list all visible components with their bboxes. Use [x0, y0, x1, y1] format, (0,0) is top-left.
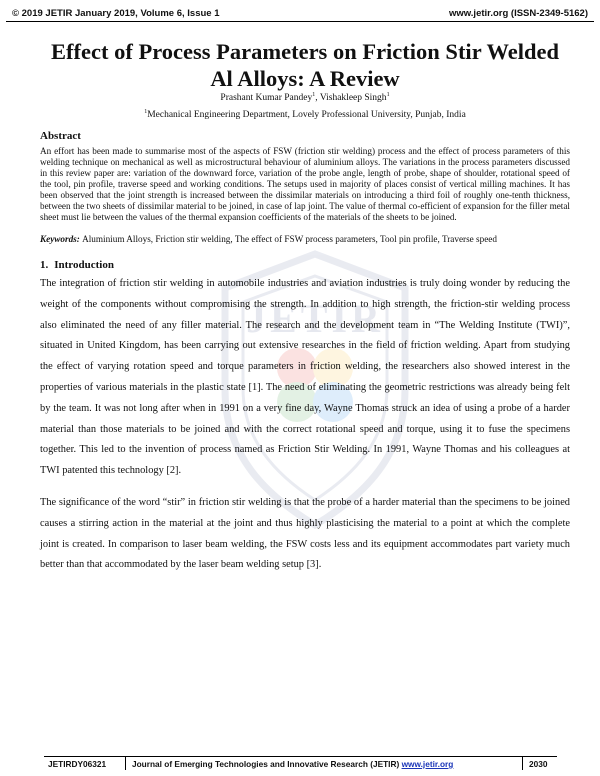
footer-divider: [44, 756, 557, 757]
author-separator: ,: [315, 93, 320, 103]
keywords-text: Aluminium Alloys, Friction stir welding, The effect of FSW process parameters, Tool pin profile, Traverse speed: [82, 234, 497, 244]
watermark-text: JETIR: [246, 296, 384, 341]
article: [40, 38, 570, 576]
footer-website-link[interactable]: www.jetir.org: [401, 759, 454, 769]
intro-paragraph-2: The significance of the word “stir” in friction stir welding is that the probe of a harder material than the specimens to be joined causes a stirring action in the material at the joint and thus highly plasticising the material to a point at which the complete joint is created. In comparison to laser beam welding, the FSW costs less and its equipment accommodates part variety much better than that accommodated by the laser beam welding setup [3].: [40, 496, 570, 571]
header-website-issn: www.jetir.org (ISSN-2349-5162): [448, 8, 588, 19]
header-copyright: © 2019 JETIR January 2019, Volume 6, Issue 1: [12, 8, 220, 19]
footer-separator: [522, 756, 523, 770]
abstract-text: An effort has been made to summarise most of the aspects of FSW (friction stir welding) process and the effect of process parameters of this welding technique on mechanical as well as microstructural behaviour of aluminium alloys. The variations in the process parameters discussed in this review paper are: variation of the downward force, variation of the probe angle, length of probe, shape of shoulder, rotational speed of the tool, pin profile, traverse speed and working conditions. The setups used in majority of places consist of vertical milling machines. It has been observed that the joint strength is increased between the dissimilar materials on introducing a third foil of roughly one-tenth thickness, between the two sheets of dissimilar material to be joined, in case of lap joint. The value of thermal co-efficient of expansion for the filler metal sheet must lie between the values of the thermal expansion coefficients of the materials of the sheets to be joined.: [40, 146, 570, 222]
running-header: [6, 6, 594, 22]
affiliation-text: Mechanical Engineering Department, Lovely Professional University, Punjab, India: [147, 110, 466, 120]
keywords-label: Keywords: [40, 234, 77, 244]
footer-paper-id: JETIRDY06321: [48, 759, 107, 769]
footer-journal-name: Journal of Emerging Technologies and Innovative Research (JETIR): [132, 759, 402, 769]
author-name: Vishakleep Singh: [319, 93, 387, 103]
header-divider: [6, 21, 594, 22]
author-affil-marker: 1: [312, 91, 316, 98]
author-affil-marker: 1: [386, 91, 390, 98]
keywords-colon: :: [76, 234, 83, 244]
section-heading-introduction: [40, 259, 570, 271]
paper-title: Effect of Process Parameters on Friction Stir Welded Al Alloys: A Review: [51, 39, 559, 91]
footer-separator: [125, 756, 126, 770]
keywords: [40, 234, 570, 245]
section-number: 1.: [40, 259, 49, 271]
page-number: 2030: [529, 759, 548, 769]
affiliation: [40, 110, 570, 120]
affiliation-marker: 1: [144, 108, 148, 115]
author-name: Prashant Kumar Pandey: [220, 93, 313, 103]
intro-paragraph-1: The integration of friction stir welding in automobile industries and aviation industries is truly doing wonder by reducing the weight of the components without compromising the strength. In addition to high strength, the friction-stir welding process also eliminated the need of any filler material. The research and the development team in “The Welding Institute (TWI)”, situated in United Kingdom, has been carrying out extensive researches in the field of friction welding. Apart from studying the effect of varying rotation speed and torque parameters in friction welding, the researchers also showed interest in the properties of various materials in the plastic state [1]. The need of eliminating the geometric restrictions was already being felt by the team. It was not long after when in 1991 on a very fine day, Wayne Thomas struck an idea of using a probe of a harder material than those materials to be joined and with the correct rotational speed and torque, using it to fuse the specimens together. This led to the invention of process named as Friction Stir Welding. In 1991, Wayne Thomas and his colleagues at TWI patented this technology [2].: [40, 278, 570, 477]
section-title: Introduction: [54, 259, 114, 271]
author-line: [40, 93, 570, 103]
abstract-heading: Abstract: [40, 130, 81, 142]
footer-journal: [132, 759, 453, 769]
page-footer: [44, 759, 557, 771]
